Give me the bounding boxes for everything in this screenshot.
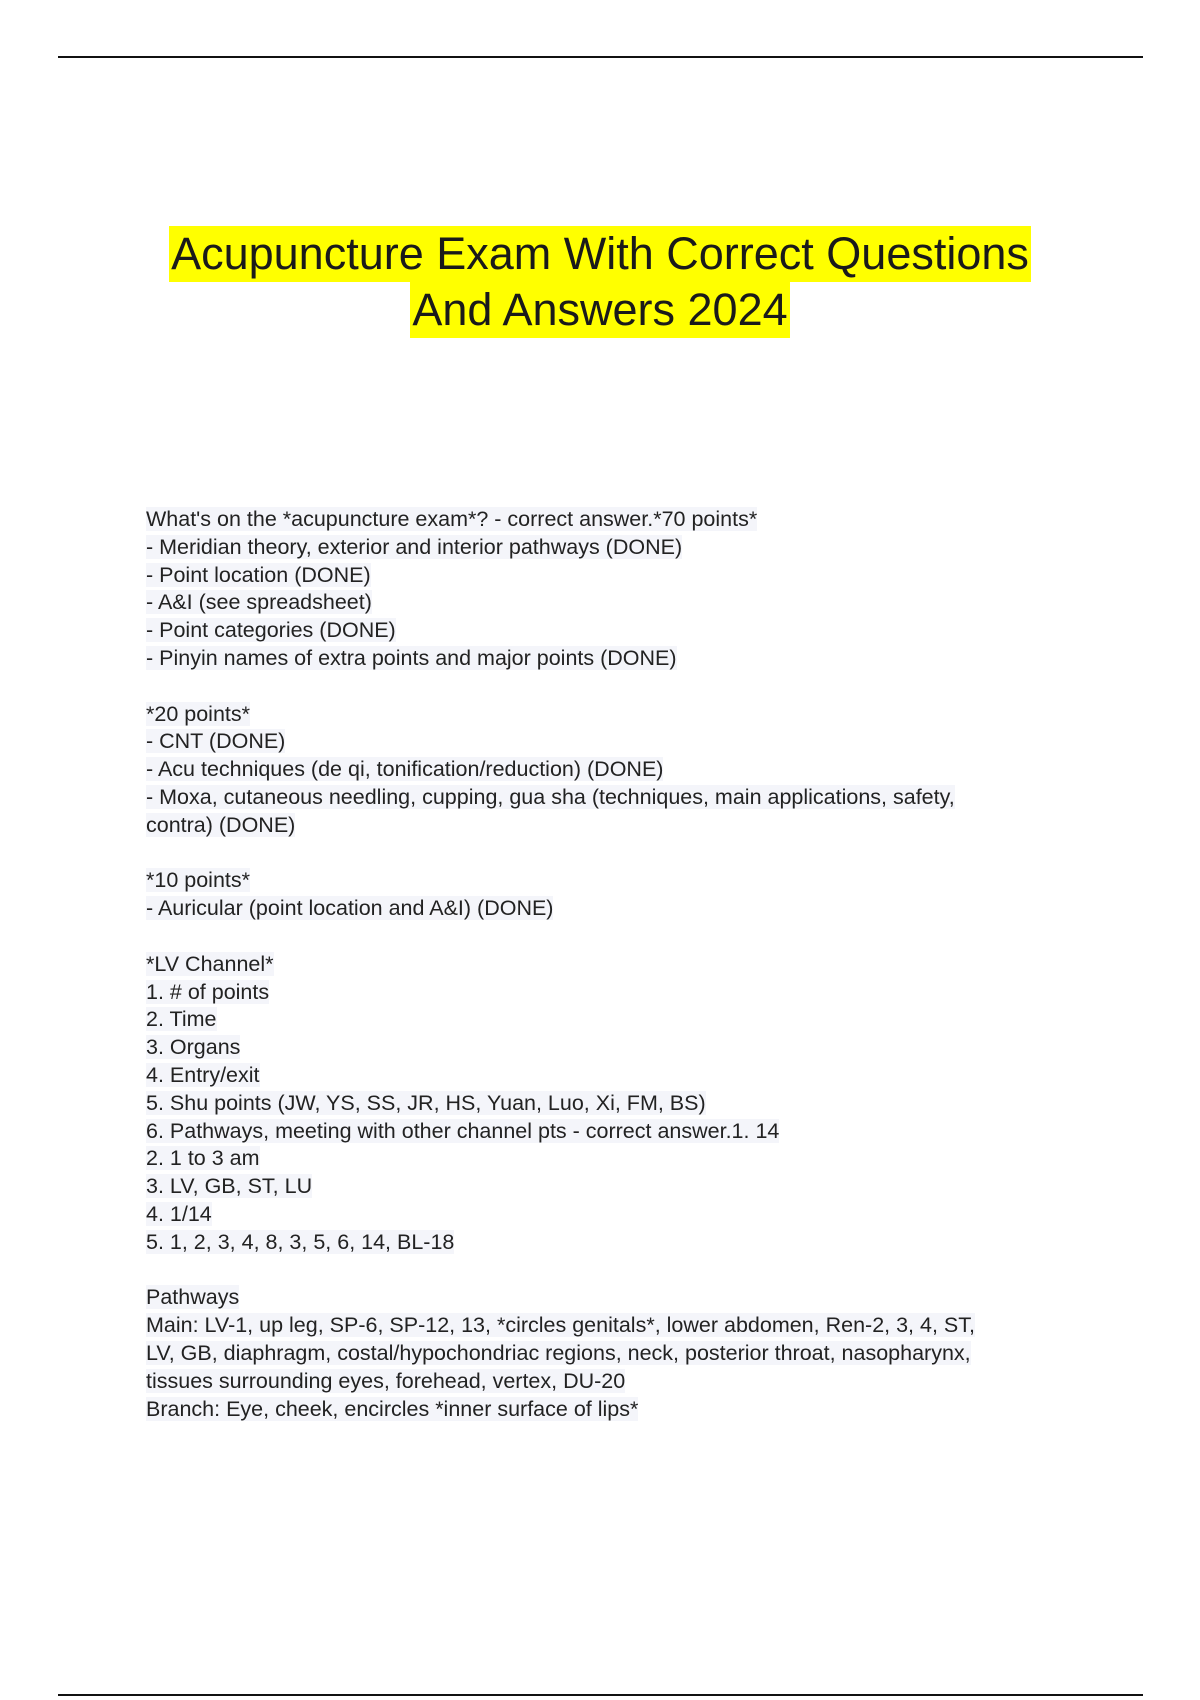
text-line-content: Pathways	[146, 1285, 240, 1310]
text-line	[146, 1229, 1076, 1257]
text-line-content: Branch: Eye, cheek, encircles *inner surface of lips*	[146, 1396, 639, 1421]
text-line-content: 5. Shu points (JW, YS, SS, JR, HS, Yuan, Luo, Xi, FM, BS)	[146, 1090, 706, 1115]
text-line-content: - CNT (DONE)	[146, 729, 286, 754]
text-line	[146, 701, 1076, 729]
text-line	[146, 1284, 1076, 1312]
text-line	[146, 1118, 1076, 1146]
text-line	[146, 1090, 1076, 1118]
text-line	[146, 645, 1076, 673]
text-line	[146, 1173, 1076, 1201]
text-line	[146, 951, 1076, 979]
title-line-1: Acupuncture Exam With Correct Questions	[169, 226, 1031, 282]
text-line-content: tissues surrounding eyes, forehead, vertex, DU-20	[146, 1368, 626, 1393]
text-line-content: 5. 1, 2, 3, 4, 8, 3, 5, 6, 14, BL-18	[146, 1229, 455, 1254]
text-line	[146, 756, 1076, 784]
text-line-content: 4. Entry/exit	[146, 1062, 260, 1087]
paragraph-gap	[146, 840, 1076, 868]
paragraph-gap	[146, 1257, 1076, 1285]
title-line-2: And Answers 2024	[410, 282, 789, 338]
document-body	[146, 506, 1076, 1423]
text-line-content: 1. # of points	[146, 979, 270, 1004]
text-line	[146, 1145, 1076, 1173]
text-line	[146, 617, 1076, 645]
paragraph	[146, 1284, 1076, 1423]
text-line	[146, 812, 1076, 840]
text-line-content: 2. 1 to 3 am	[146, 1146, 260, 1171]
text-line	[146, 979, 1076, 1007]
text-line	[146, 728, 1076, 756]
document-title	[0, 226, 1200, 338]
text-line	[146, 895, 1076, 923]
text-line	[146, 1340, 1076, 1368]
text-line	[146, 534, 1076, 562]
text-line-content: *LV Channel*	[146, 951, 274, 976]
paragraph-gap	[146, 673, 1076, 701]
text-line-content: *10 points*	[146, 868, 250, 893]
text-line-content: 6. Pathways, meeting with other channel pts - correct answer.1. 14	[146, 1118, 780, 1143]
text-line-content: 2. Time	[146, 1007, 217, 1032]
text-line-content: - Meridian theory, exterior and interior pathways (DONE)	[146, 534, 683, 559]
paragraph	[146, 951, 1076, 1257]
text-line-content: - Auricular (point location and A&I) (DONE)	[146, 896, 554, 921]
text-line-content: contra) (DONE)	[146, 812, 296, 837]
text-line-content: What's on the *acupuncture exam*? - correct answer.*70 points*	[146, 507, 758, 531]
text-line	[146, 1034, 1076, 1062]
text-line-content: 3. Organs	[146, 1035, 241, 1060]
text-line	[146, 1006, 1076, 1034]
text-line	[146, 784, 1076, 812]
text-line	[146, 562, 1076, 590]
text-line-content: - A&I (see spreadsheet)	[146, 590, 372, 615]
text-line-content: - Point categories (DONE)	[146, 618, 396, 643]
text-line-content: - Moxa, cutaneous needling, cupping, gua sha (techniques, main applications, safety,	[146, 784, 955, 809]
text-line	[146, 1201, 1076, 1229]
text-line-content: Main: LV-1, up leg, SP-6, SP-12, 13, *circles genitals*, lower abdomen, Ren-2, 3, 4, ST,	[146, 1313, 975, 1338]
paragraph	[146, 867, 1076, 923]
text-line	[146, 1396, 1076, 1424]
bottom-rule	[58, 1694, 1143, 1696]
text-line-content: 3. LV, GB, ST, LU	[146, 1174, 313, 1199]
text-line	[146, 867, 1076, 895]
text-line	[146, 1368, 1076, 1396]
top-rule	[58, 56, 1143, 58]
paragraph	[146, 701, 1076, 840]
text-line	[146, 1312, 1076, 1340]
text-line	[146, 589, 1076, 617]
text-line-content: - Point location (DONE)	[146, 562, 371, 587]
paragraph	[146, 506, 1076, 673]
paragraph-gap	[146, 923, 1076, 951]
text-line	[146, 506, 1076, 534]
text-line-content: LV, GB, diaphragm, costal/hypochondriac regions, neck, posterior throat, nasopharynx,	[146, 1340, 971, 1365]
text-line-content: - Pinyin names of extra points and major points (DONE)	[146, 645, 677, 670]
text-line-content: *20 points*	[146, 701, 250, 726]
text-line	[146, 1062, 1076, 1090]
text-line-content: 4. 1/14	[146, 1201, 212, 1226]
text-line-content: - Acu techniques (de qi, tonification/reduction) (DONE)	[146, 757, 664, 782]
